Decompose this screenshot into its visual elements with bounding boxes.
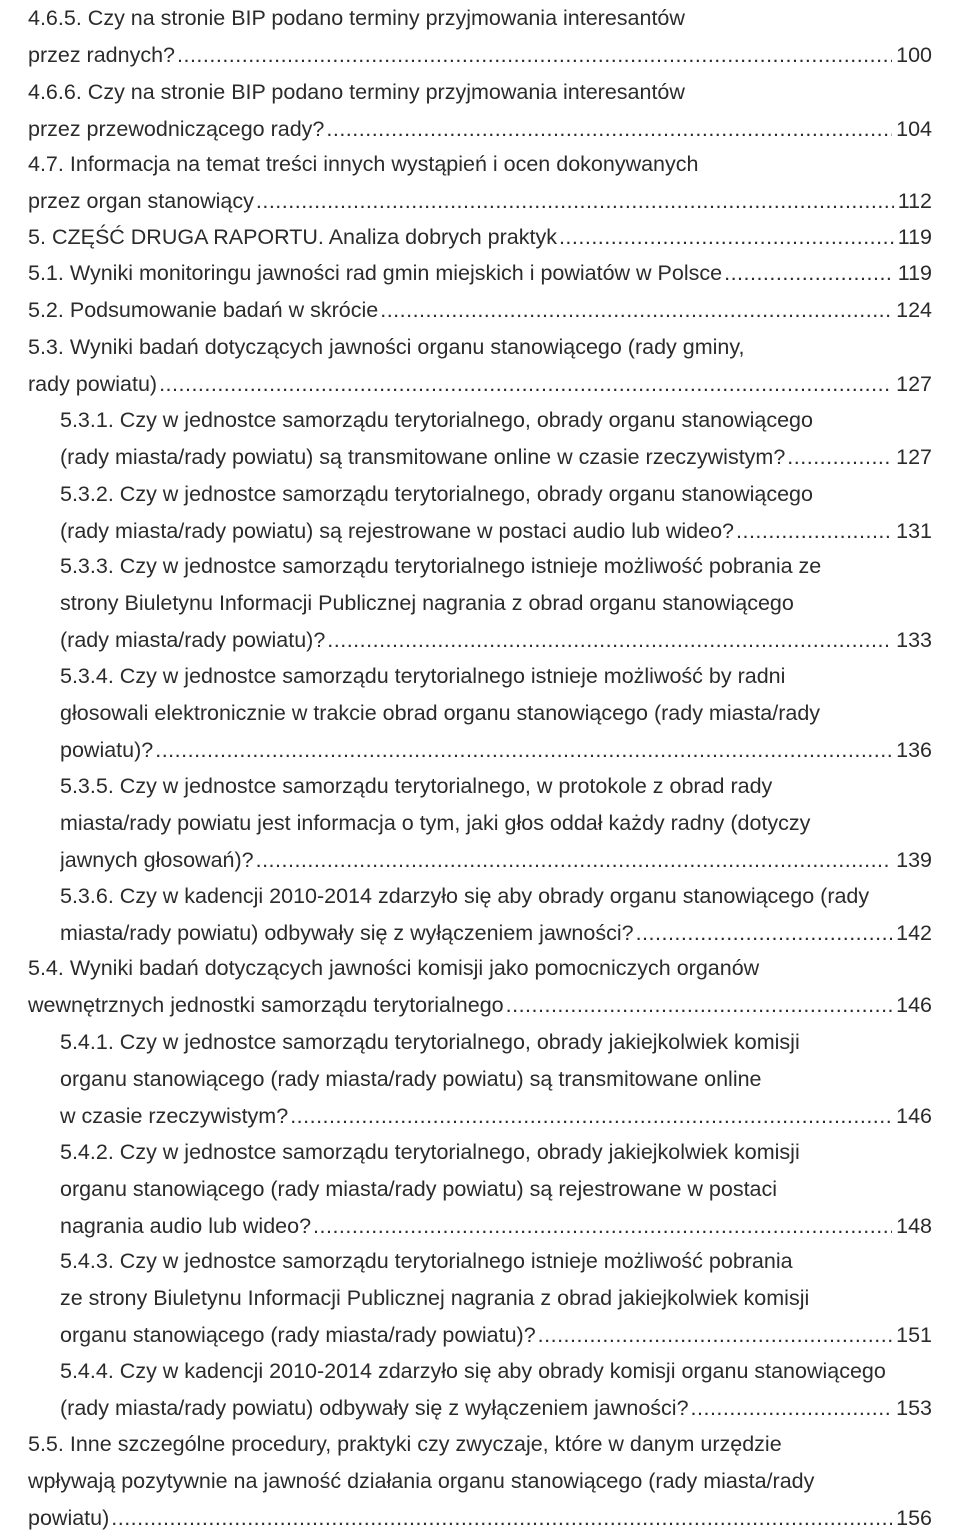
- toc-entry[interactable]: [28, 1426, 932, 1537]
- toc-entry-title: organu stanowiącego (rady miasta/rady powiatu) są rejestrowane w postaci: [60, 1177, 778, 1201]
- toc-entry-number: 5.3.1.: [60, 408, 114, 432]
- toc-entry-title: przez organ stanowiący: [28, 189, 254, 213]
- toc-entry-title: Czy w jednostce samorządu terytorialnego, w protokole z obrad rady: [119, 774, 773, 798]
- toc-leader-dots: [691, 1390, 893, 1427]
- toc-entry-line: [60, 1390, 932, 1427]
- toc-entry-title: powiatu)?: [60, 738, 154, 762]
- toc-page-number: 100: [896, 43, 932, 67]
- toc-entry-number: 5.3.5.: [60, 774, 114, 798]
- toc-entry-number: 5.4.3.: [60, 1249, 114, 1273]
- toc-entry[interactable]: [60, 658, 932, 769]
- toc-entry-line: [60, 622, 932, 659]
- toc-entry-number: 5.3.4.: [60, 664, 114, 688]
- toc-entry-line: [28, 1500, 932, 1537]
- toc-entry-title: Wyniki monitoringu jawności rad gmin miejskich i powiatów w Polsce: [69, 261, 723, 285]
- toc-entry-line: [60, 1208, 932, 1245]
- toc-entry-title: jawnych głosowań)?: [60, 848, 254, 872]
- toc-page-number: 112: [897, 189, 932, 213]
- toc-entry-number: 4.6.5.: [28, 6, 82, 30]
- toc-entry[interactable]: [28, 0, 932, 74]
- toc-entry-line: [60, 1317, 932, 1354]
- toc-entry-line: [28, 111, 932, 148]
- toc-page-number: 133: [896, 628, 932, 652]
- toc-entry-line: [28, 1426, 932, 1463]
- toc-entry[interactable]: [60, 1243, 932, 1354]
- toc-leader-dots: [559, 219, 894, 256]
- toc-leader-dots: [736, 513, 892, 550]
- toc-entry-line: [28, 292, 932, 329]
- toc-entry-line: [60, 1024, 932, 1061]
- toc-entry[interactable]: [60, 878, 932, 952]
- toc-entry-title: Czy w jednostce samorządu terytorialnego istnieje możliwość pobrania ze: [119, 554, 822, 578]
- toc-entry-title: strony Biuletynu Informacji Publicznej nagrania z obrad organu stanowiącego: [60, 591, 794, 615]
- toc-entry-line: [28, 219, 932, 256]
- toc-page-number: 119: [897, 225, 932, 249]
- toc-leader-dots: [724, 255, 894, 292]
- toc-entry[interactable]: [28, 219, 932, 256]
- toc-entry-title: Czy w jednostce samorządu terytorialnego, obrady organu stanowiącego: [119, 482, 813, 506]
- toc-entry-line: [60, 1061, 932, 1098]
- toc-leader-dots: [256, 183, 894, 220]
- toc-entry-title: Czy w jednostce samorządu terytorialnego istnieje możliwość by radni: [119, 664, 786, 688]
- toc-leader-dots: [290, 1098, 892, 1135]
- toc-entry-line: [60, 548, 932, 585]
- toc-entry[interactable]: [60, 1134, 932, 1245]
- toc-page-number: 153: [896, 1396, 932, 1420]
- toc-page-number: 124: [896, 298, 932, 322]
- toc-entry-title: wewnętrznych jednostki samorządu terytorialnego: [28, 993, 504, 1017]
- toc-page-number: 104: [896, 117, 932, 141]
- toc-entry-title: (rady miasta/rady powiatu) są rejestrowane w postaci audio lub wideo?: [60, 519, 735, 543]
- toc-entry-line: [60, 768, 932, 805]
- toc-entry-number: 5.2.: [28, 298, 64, 322]
- toc-entry-title: Wyniki badań dotyczących jawności organu stanowiącego (rady gminy,: [69, 335, 745, 359]
- toc-entry-title: Czy w kadencji 2010-2014 zdarzyło się aby obrady komisji organu stanowiącego: [119, 1359, 886, 1383]
- toc-entry[interactable]: [60, 476, 932, 550]
- toc-entry-title: organu stanowiącego (rady miasta/rady powiatu)?: [60, 1323, 536, 1347]
- toc-entry-number: 5.5.: [28, 1432, 64, 1456]
- toc-entry-title: Czy na stronie BIP podano terminy przyjmowania interesantów: [87, 6, 685, 30]
- toc-entry-line: [60, 878, 932, 915]
- toc-entry[interactable]: [60, 548, 932, 659]
- toc-entry-line: [60, 1098, 932, 1135]
- toc-entry-line: [60, 732, 932, 769]
- toc-entry-title: powiatu): [28, 1506, 110, 1530]
- toc-page-number: 127: [896, 372, 932, 396]
- toc-entry-number: 4.6.6.: [28, 80, 82, 104]
- toc-entry-line: [28, 255, 932, 292]
- toc-entry-line: [60, 1171, 932, 1208]
- toc-entry-line: [28, 183, 932, 220]
- toc-entry-number: 5.4.: [28, 956, 64, 980]
- toc-entry[interactable]: [28, 255, 932, 292]
- toc-page-number: 156: [896, 1506, 932, 1530]
- toc-entry-line: [60, 585, 932, 622]
- toc-page-number: 131: [896, 519, 932, 543]
- toc-page-number: 148: [896, 1214, 932, 1238]
- toc-entry-line: [28, 146, 932, 183]
- toc-leader-dots: [327, 622, 892, 659]
- toc-entry-line: [60, 1353, 932, 1390]
- toc-entry-number: 5.: [28, 225, 46, 249]
- toc-leader-dots: [256, 842, 893, 879]
- toc-entry-title: Czy na stronie BIP podano terminy przyjmowania interesantów: [87, 80, 685, 104]
- toc-entry-number: 5.3.2.: [60, 482, 114, 506]
- toc-entry-title: miasta/rady powiatu jest informacja o tym, jaki głos oddał każdy radny (dotyczy: [60, 811, 811, 835]
- toc-entry[interactable]: [28, 146, 932, 220]
- toc-leader-dots: [155, 732, 892, 769]
- toc-entry-line: [28, 74, 932, 111]
- toc-entry-title: Wyniki badań dotyczących jawności komisji jako pomocniczych organów: [69, 956, 760, 980]
- toc-page-number: 142: [896, 921, 932, 945]
- toc-entry-number: 5.4.2.: [60, 1140, 114, 1164]
- toc-entry-line: [28, 37, 932, 74]
- toc-leader-dots: [787, 439, 892, 476]
- toc-leader-dots: [177, 37, 892, 74]
- toc-entry-title: (rady miasta/rady powiatu) odbywały się z wyłączeniem jawności?: [60, 1396, 689, 1420]
- toc-entry[interactable]: [28, 292, 932, 329]
- toc-entry-line: [28, 0, 932, 37]
- toc-leader-dots: [636, 915, 893, 952]
- toc-entry-line: [60, 476, 932, 513]
- toc-entry[interactable]: [60, 768, 932, 879]
- toc-entry-line: [60, 1280, 932, 1317]
- toc-entry-title: (rady miasta/rady powiatu) są transmitowane online w czasie rzeczywistym?: [60, 445, 786, 469]
- toc-page-number: 151: [896, 1323, 932, 1347]
- toc-entry-number: 5.1.: [28, 261, 64, 285]
- toc-leader-dots: [326, 111, 892, 148]
- toc-entry-line: [60, 513, 932, 550]
- toc-entry-line: [28, 987, 932, 1024]
- toc-entry-line: [60, 1134, 932, 1171]
- toc-entry-line: [60, 1243, 932, 1280]
- toc-entry-title: przez przewodniczącego rady?: [28, 117, 325, 141]
- toc-page-number: 119: [897, 261, 932, 285]
- toc-page-number: 127: [896, 445, 932, 469]
- toc-entry-title: Czy w jednostce samorządu terytorialnego, obrady jakiejkolwiek komisji: [119, 1030, 800, 1054]
- toc-entry[interactable]: [28, 74, 932, 148]
- toc-leader-dots: [506, 987, 893, 1024]
- toc-entry-title: CZĘŚĆ DRUGA RAPORTU. Analiza dobrych praktyk: [51, 225, 557, 249]
- toc-entry[interactable]: [28, 329, 932, 403]
- toc-entry-title: miasta/rady powiatu) odbywały się z wyłączeniem jawności?: [60, 921, 634, 945]
- toc-entry-number: 4.7.: [28, 152, 64, 176]
- toc-leader-dots: [159, 366, 892, 403]
- toc-entry[interactable]: [60, 1353, 932, 1427]
- toc-entry-line: [60, 695, 932, 732]
- toc-entry-number: 5.3.3.: [60, 554, 114, 578]
- toc-entry-line: [28, 329, 932, 366]
- toc-entry-line: [28, 366, 932, 403]
- toc-entry-line: [28, 1463, 932, 1500]
- toc-entry[interactable]: [60, 402, 932, 476]
- toc-entry-title: rady powiatu): [28, 372, 158, 396]
- toc-entry-title: Czy w jednostce samorządu terytorialnego istnieje możliwość pobrania: [119, 1249, 793, 1273]
- toc-entry-title: głosowali elektronicznie w trakcie obrad organu stanowiącego (rady miasta/rady: [60, 701, 821, 725]
- toc-entry[interactable]: [28, 950, 932, 1024]
- toc-entry[interactable]: [60, 1024, 932, 1135]
- toc-leader-dots: [538, 1317, 892, 1354]
- toc-page-number: 146: [896, 993, 932, 1017]
- toc-entry-line: [60, 915, 932, 952]
- toc-entry-number: 5.4.4.: [60, 1359, 114, 1383]
- toc-entry-title: w czasie rzeczywistym?: [60, 1104, 289, 1128]
- toc-entry-title: przez radnych?: [28, 43, 175, 67]
- toc-entry-number: 5.3.: [28, 335, 64, 359]
- toc-entry-title: (rady miasta/rady powiatu)?: [60, 628, 326, 652]
- toc-entry-title: nagrania audio lub wideo?: [60, 1214, 312, 1238]
- toc-entry-title: organu stanowiącego (rady miasta/rady powiatu) są transmitowane online: [60, 1067, 762, 1091]
- toc-leader-dots: [111, 1500, 892, 1537]
- toc-entry-title: Inne szczególne procedury, praktyki czy zwyczaje, które w danym urzędzie: [69, 1432, 782, 1456]
- toc-entry-line: [60, 805, 932, 842]
- toc-page-number: 136: [896, 738, 932, 762]
- toc-leader-dots: [313, 1208, 892, 1245]
- toc-entry-number: 5.4.1.: [60, 1030, 114, 1054]
- toc-entry-title: Informacja na temat treści innych wystąpień i ocen dokonywanych: [69, 152, 699, 176]
- toc-page-number: 146: [896, 1104, 932, 1128]
- toc-entry-title: Czy w jednostce samorządu terytorialnego, obrady organu stanowiącego: [119, 408, 813, 432]
- toc-entry-title: wpływają pozytywnie na jawność działania organu stanowiącego (rady miasta/rady: [28, 1469, 815, 1493]
- toc-entry-line: [28, 950, 932, 987]
- toc-entry-line: [60, 842, 932, 879]
- toc-leader-dots: [380, 292, 892, 329]
- toc-entry-title: Podsumowanie badań w skrócie: [69, 298, 379, 322]
- toc-entry-line: [60, 658, 932, 695]
- toc-entry-number: 5.3.6.: [60, 884, 114, 908]
- toc-entry-title: ze strony Biuletynu Informacji Publicznej nagrania z obrad jakiejkolwiek komisji: [60, 1286, 810, 1310]
- toc-entry-line: [60, 439, 932, 476]
- toc-entry-title: Czy w jednostce samorządu terytorialnego, obrady jakiejkolwiek komisji: [119, 1140, 800, 1164]
- toc-entry-line: [60, 402, 932, 439]
- toc-page-number: 139: [896, 848, 932, 872]
- toc-entry-title: Czy w kadencji 2010-2014 zdarzyło się aby obrady organu stanowiącego (rady: [119, 884, 870, 908]
